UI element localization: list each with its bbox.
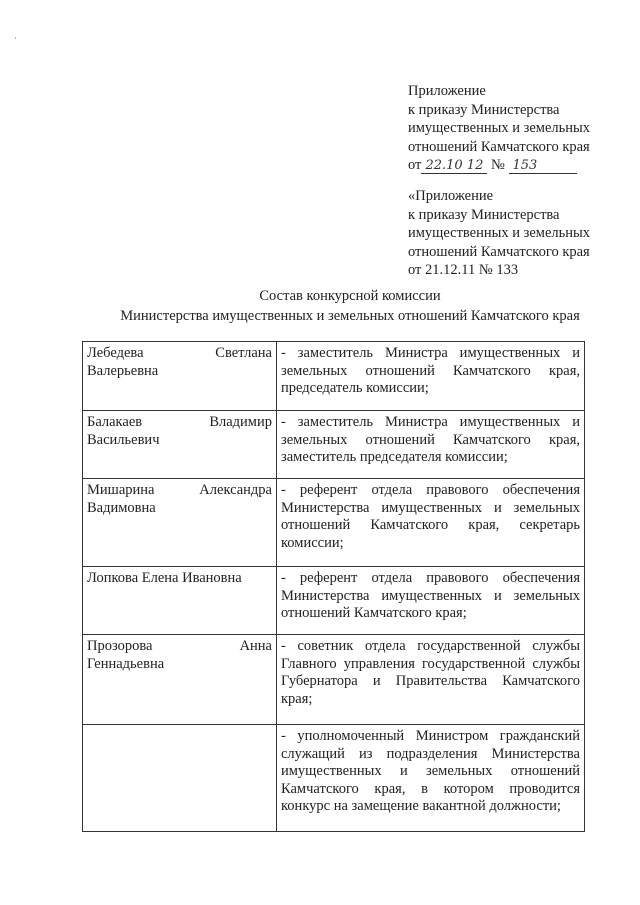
member-role: - референт отдела правового обеспечения Министерства имущественных и земельных отношений Камчатского края; [277, 567, 585, 635]
appendix-line: к приказу Министерства [408, 101, 560, 118]
committee-table [82, 341, 585, 832]
member-surname: Лебедева [87, 345, 144, 361]
member-role: - заместитель Министра имущественных и земельных отношений Камчатского края, заместитель председателя комиссии; [277, 411, 585, 479]
member-firstname: Владимир [209, 414, 272, 430]
appendix-line: имущественных и земельных [408, 120, 591, 137]
member-patronymic: Геннадьевна [87, 655, 165, 672]
appendix-current [408, 82, 628, 175]
handwritten-date: 22.10 12 [421, 158, 487, 174]
table-row [83, 567, 585, 635]
member-name-cell [83, 342, 277, 411]
member-name-cell [83, 725, 277, 832]
table-row [83, 479, 585, 567]
number-sign: № [491, 157, 505, 174]
document-title: Состав конкурсной комиссии [259, 288, 441, 304]
table-row [83, 342, 585, 411]
appendix-line: отношений Камчатского края [408, 138, 590, 155]
corner-mark: · [14, 33, 17, 43]
member-firstname: Анна [239, 638, 272, 654]
member-role: - советник отдела государственной службы Главного управления государственной службы Губернатора и Правительства Камчатского края; [277, 635, 585, 725]
member-surname: Прозорова [87, 638, 153, 654]
appendix-previous [408, 187, 628, 280]
member-patronymic: Валерьевна [87, 362, 159, 379]
member-firstname: Светлана [215, 345, 272, 361]
member-firstname: Александра [199, 482, 272, 498]
member-patronymic: Вадимовна [87, 499, 156, 516]
member-surname: Балакаев [87, 414, 143, 430]
member-role: - уполномоченный Министром гражданский служащий из подразделения Министерства имущественных и земельных отношений Камчатского края, в котором проводится конкурс на замещение вакантной должности; [277, 725, 585, 832]
appendix-line: отношений Камчатского края [408, 243, 590, 260]
appendix-date-line [408, 156, 628, 175]
appendix-line: «Приложение [408, 188, 494, 204]
appendix-line: имущественных и земельных [408, 225, 591, 242]
table-row [83, 411, 585, 479]
appendix-line: Приложение [408, 83, 486, 99]
document-subtitle: Министерства имущественных и земельных отношений Камчатского края [120, 308, 580, 324]
member-name-cell [83, 567, 277, 635]
member-surname: Лопкова Елена Ивановна [87, 570, 242, 586]
member-name-cell [83, 635, 277, 725]
member-role: - референт отдела правового обеспечения Министерства имущественных и земельных отношений Камчатского края, секретарь комиссии; [277, 479, 585, 567]
member-name-cell [83, 411, 277, 479]
member-surname: Мишарина [87, 482, 155, 498]
member-role: - заместитель Министра имущественных и земельных отношений Камчатского края, председатель комиссии; [277, 342, 585, 411]
table-row [83, 635, 585, 725]
table-row [83, 725, 585, 832]
member-patronymic: Васильевич [87, 431, 160, 448]
handwritten-number: 153 [509, 158, 577, 174]
member-name-cell [83, 479, 277, 567]
appendix-line: от 21.12.11 № 133 [408, 262, 519, 279]
date-prefix: от [408, 157, 422, 174]
appendix-line: к приказу Министерства [408, 206, 560, 223]
